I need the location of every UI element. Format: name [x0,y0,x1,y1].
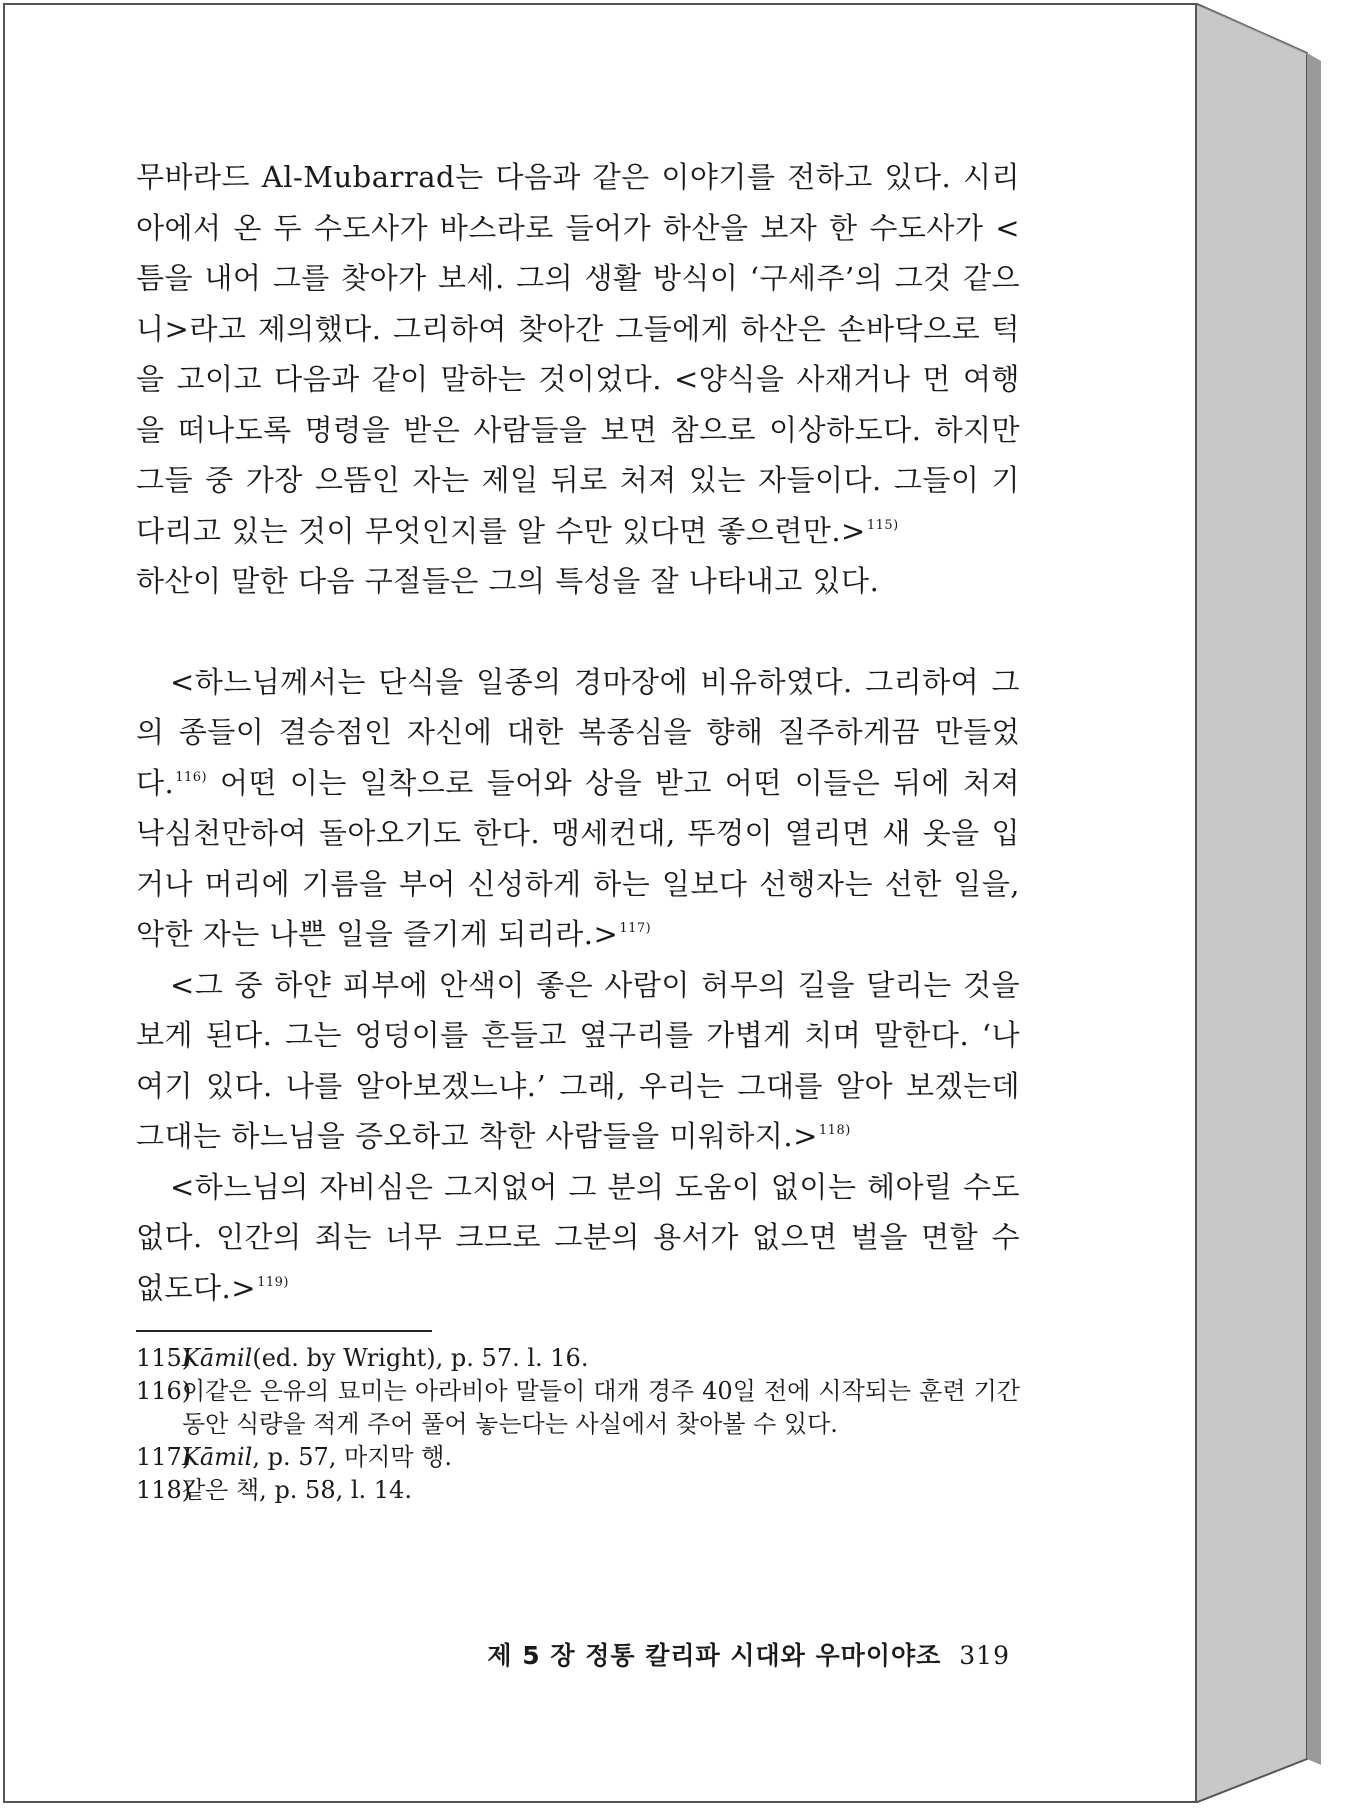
footnote-number: 116) [136,1377,192,1405]
footnote-number: 118) [136,1476,192,1504]
quote-1-text: <하느님께서는 단식을 일종의 경마장에 비유하였다. 그리하여 그의 종들이 결승점인 자신에 대한 복종심을 향해 질주하게끔 만들었다. [136,664,1020,800]
running-footer [136,1636,1010,1672]
footnote-116 [136,1375,1020,1441]
quote-2 [136,960,1020,1162]
paragraph-1 [136,152,1020,556]
footnote-body: , p. 57, 마지막 행. [252,1443,453,1471]
footnote-italic: Kāmil [182,1443,253,1471]
footnote-115 [136,1342,1020,1375]
footnote-118 [136,1474,1020,1507]
footnote-body: 같은 책, p. 58, l. 14. [182,1476,412,1504]
footnote-ref-118[interactable]: 118) [818,1123,851,1138]
quote-1 [136,657,1020,960]
footnote-number: 115) [136,1344,192,1372]
footnote-117 [136,1441,1020,1474]
footnote-text [182,1375,1020,1441]
footnote-body: 이같은 은유의 묘미는 아라비아 말들이 대개 경주 40일 전에 시작되는 훈련 기간 동안 식량을 적게 주어 풀어 놓는다는 사실에서 찾아볼 수 있다. [182,1377,1020,1438]
book-edge-shape [1197,3,1367,1809]
page-number: 319 [959,1641,1010,1670]
footnote-text [182,1441,1020,1474]
footnotes [136,1342,1020,1507]
paragraph-1-text: 무바라드 Al-Mubarrad는 다음과 같은 이야기를 전하고 있다. 시리아에서 온 두 수도사가 바스라로 들어가 하산을 보자 한 수도사가 <틈을 내어 그를 찾아가 보세. 그의 생활 방식이 ‘구세주’의 그것 같으니>라고 제의했다. 그리하여 찾아간 그들에게 하산은 손바닥으로 턱을 고이고 다음과 같이 말하는 것이었다. <양식을 사재거나 먼 여행을 떠나도록 명령을 받은 사람들을 보면 참으로 이상하도다. 하지만 그들 중 가장 으뜸인 자는 제일 뒤로 처져 있는 자들이다. 그들이 기다리고 있는 것이 무엇인지를 알 수만 있다면 좋으련만.> [136,160,1020,548]
quote-3 [136,1162,1020,1314]
footnote-ref-115[interactable]: 115) [866,517,899,533]
paragraph-2: 하산이 말한 다음 구절들은 그의 특성을 잘 나타내고 있다. [136,564,880,598]
footnote-body: (ed. by Wright), p. 57. l. 16. [252,1344,589,1372]
footnote-ref-117[interactable]: 117) [619,921,652,936]
footnote-text [182,1474,1020,1507]
quote-1b-text: 어떤 이는 일착으로 들어와 상을 받고 어떤 이들은 뒤에 처져 낙심천만하여 돌아오기도 한다. 맹세컨대, 뚜껑이 열리면 새 옷을 입거나 머리에 기름을 부어 신성하게 하는 일보다 선행자는 선한 일을, 악한 자는 나쁜 일을 즐기게 되리라.> [136,765,1020,951]
footnote-number: 117) [136,1443,192,1471]
footnote-ref-116[interactable]: 116) [175,769,208,785]
paragraph-gap [136,607,1020,657]
footnote-text [182,1342,1020,1375]
quote-3-text: <하느님의 자비심은 그지없어 그 분의 도움이 없이는 헤아릴 수도 없다. 인간의 죄는 너무 크므로 그분의 용서가 없으면 벌을 면할 수 없도다.> [136,1169,1020,1305]
footnote-ref-119[interactable]: 119) [257,1274,289,1290]
chapter-title: 제 5 장 정통 칼리파 시대와 우마이야조 [487,1641,942,1670]
main-text [136,152,1020,1313]
footnote-divider [136,1330,432,1332]
quote-2-text: <그 중 하얀 피부에 안색이 좋은 사람이 허무의 길을 달리는 것을 보게 된다. 그는 엉덩이를 흔들고 옆구리를 가볍게 치며 말한다. ‘나 여기 있다. 나를 알아보겠느냐.’ 그래, 우리는 그대를 알아 보겠는데 그대는 하느님을 증오하고 착한 사람들을 미워하지.> [136,967,1020,1153]
footnote-italic: Kāmil [182,1344,253,1372]
